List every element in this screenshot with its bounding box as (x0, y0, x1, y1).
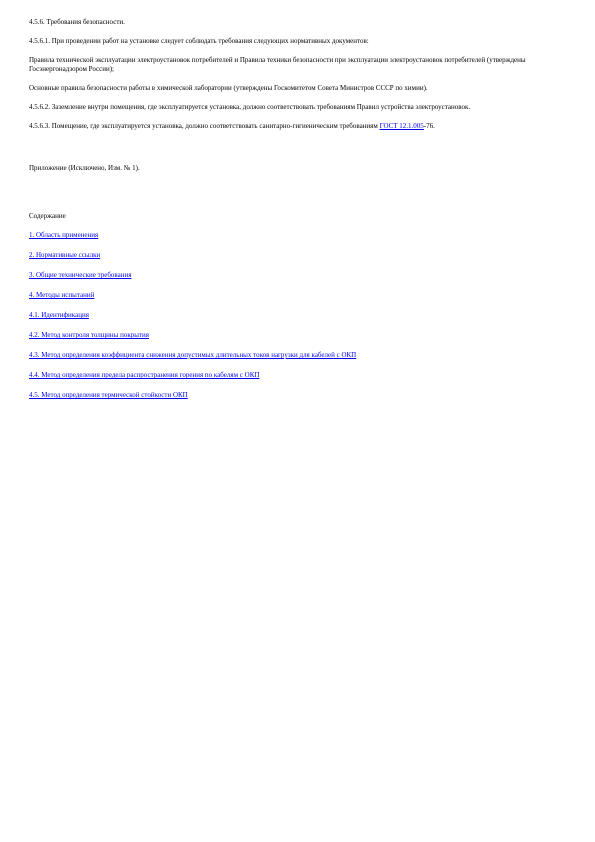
toc-link-test-methods[interactable]: 4. Методы испытаний (29, 291, 95, 299)
toc-link-scope[interactable]: 1. Область применения (29, 231, 99, 239)
toc-list (29, 231, 569, 400)
toc-item (29, 351, 569, 360)
paragraph-4-5-6-3 (29, 122, 569, 131)
toc-link-identification[interactable]: 4.1. Идентификация (29, 311, 89, 319)
spacer (29, 183, 569, 212)
paragraph-4-5-6-2: 4.5.6.2. Заземление внутри помещения, где эксплуатируется установка, должно соответствовать требованиям Правил устройства электроустановок. (29, 103, 471, 111)
toc-link-thermal-stability[interactable]: 4.5. Метод определения термической стойкости ОКП (29, 391, 188, 399)
toc-item (29, 391, 569, 400)
paragraph-4-5-6-1: 4.5.6.1. При проведении работ на установке следует соблюдать требования следующих нормативных документов: (29, 37, 369, 45)
toc-link-references[interactable]: 2. Нормативные ссылки (29, 251, 101, 259)
section-heading: 4.5.6. Требования безопасности. (29, 18, 125, 26)
toc-item (29, 291, 569, 300)
paragraph-regulations-lab: Основные правила безопасности работы в химической лаборатории (утверждены Госкомитетом Совета Министров СССР по химии). (29, 84, 428, 92)
toc-link-flame-spread[interactable]: 4.4. Метод определения предела распространения горения по кабелям с ОКП (29, 371, 260, 379)
gost-link[interactable]: ГОСТ 12.1.005 (379, 122, 424, 130)
toc-item (29, 231, 569, 240)
appendix-note: Приложение (Исключено, Изм. № 1). (29, 164, 140, 172)
toc-link-thickness[interactable]: 4.2. Метод контроля толщины покрытия (29, 331, 149, 339)
toc-item (29, 331, 569, 340)
toc-link-current-coefficient[interactable]: 4.3. Метод определения коэффициента снижения допустимых длительных токов нагрузки для кабелей с ОКП (29, 351, 357, 359)
paragraph-regulations-electrical: Правила технической эксплуатации электроустановок потребителей и Правила техники безопасности при эксплуатации электроустановок потребителей (утверждены Госэнергонадзором России); (29, 56, 526, 73)
toc-title: Содержание (29, 212, 66, 220)
document-page (29, 18, 569, 411)
toc-item (29, 271, 569, 280)
toc-item (29, 251, 569, 260)
paragraph-4-5-6-3-text: 4.5.6.3. Помещение, где эксплуатируется установка, должно соответствовать санитарно-гигиеническим требованиям (29, 122, 380, 130)
paragraph-4-5-6-3-suffix: -76. (423, 122, 435, 130)
toc-item (29, 371, 569, 380)
toc-link-requirements[interactable]: 3. Общие технические требования (29, 271, 132, 279)
toc-item (29, 311, 569, 320)
spacer (29, 141, 569, 164)
